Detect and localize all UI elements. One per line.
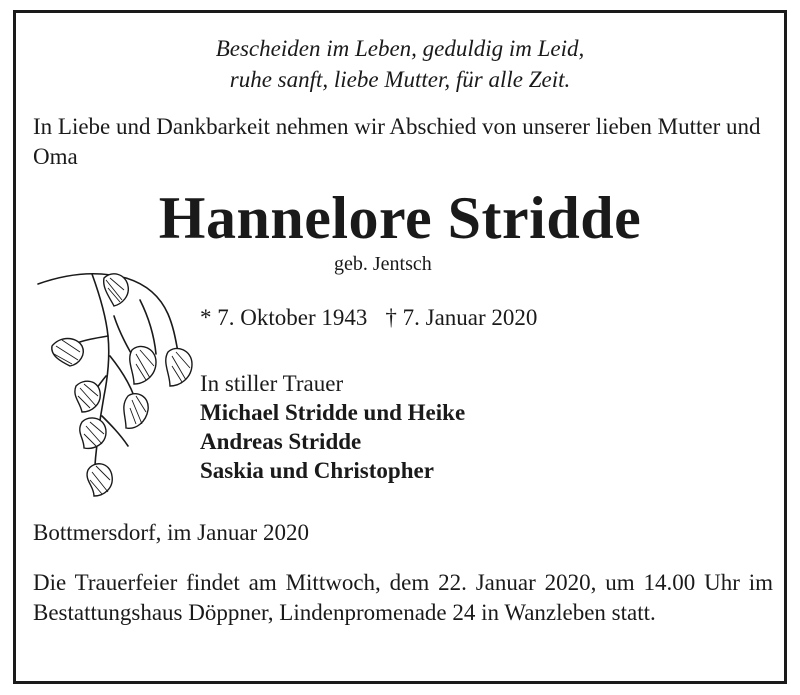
motto-line-1: Bescheiden im Leben, geduldig im Leid, xyxy=(215,36,585,61)
motto-line-2: ruhe sanft, liebe Mutter, für alle Zeit. xyxy=(229,67,571,92)
deceased-name: Hannelore Stridde xyxy=(158,185,642,251)
mourner-name: Andreas Stridde xyxy=(200,429,362,454)
mourner-name: Michael Stridde und Heike xyxy=(200,400,466,425)
mourners-block xyxy=(200,369,465,485)
mourner-name: Saskia und Christopher xyxy=(200,458,434,483)
birch-branch-icon xyxy=(36,256,201,506)
intro-text: In Liebe und Dankbarkeit nehmen wir Abschied von unserer lieben Mutter und Oma xyxy=(33,114,761,169)
birth-name: geb. Jentsch xyxy=(334,253,432,275)
life-dates xyxy=(200,303,537,333)
death-date: † 7. Januar 2020 xyxy=(385,305,538,330)
obituary-notice xyxy=(13,10,787,684)
mourning-intro: In stiller Trauer xyxy=(200,371,344,396)
funeral-ceremony-info: Die Trauerfeier findet am Mittwoch, dem 22. Januar 2020, um 14.00 Uhr im Bestattungshaus Döppner, Lindenpromenade 24 in Wanzleben statt. xyxy=(33,570,773,625)
motto xyxy=(16,33,784,95)
birth-date: * 7. Oktober 1943 xyxy=(200,305,368,330)
place-and-date: Bottmersdorf, im Januar 2020 xyxy=(33,520,309,545)
